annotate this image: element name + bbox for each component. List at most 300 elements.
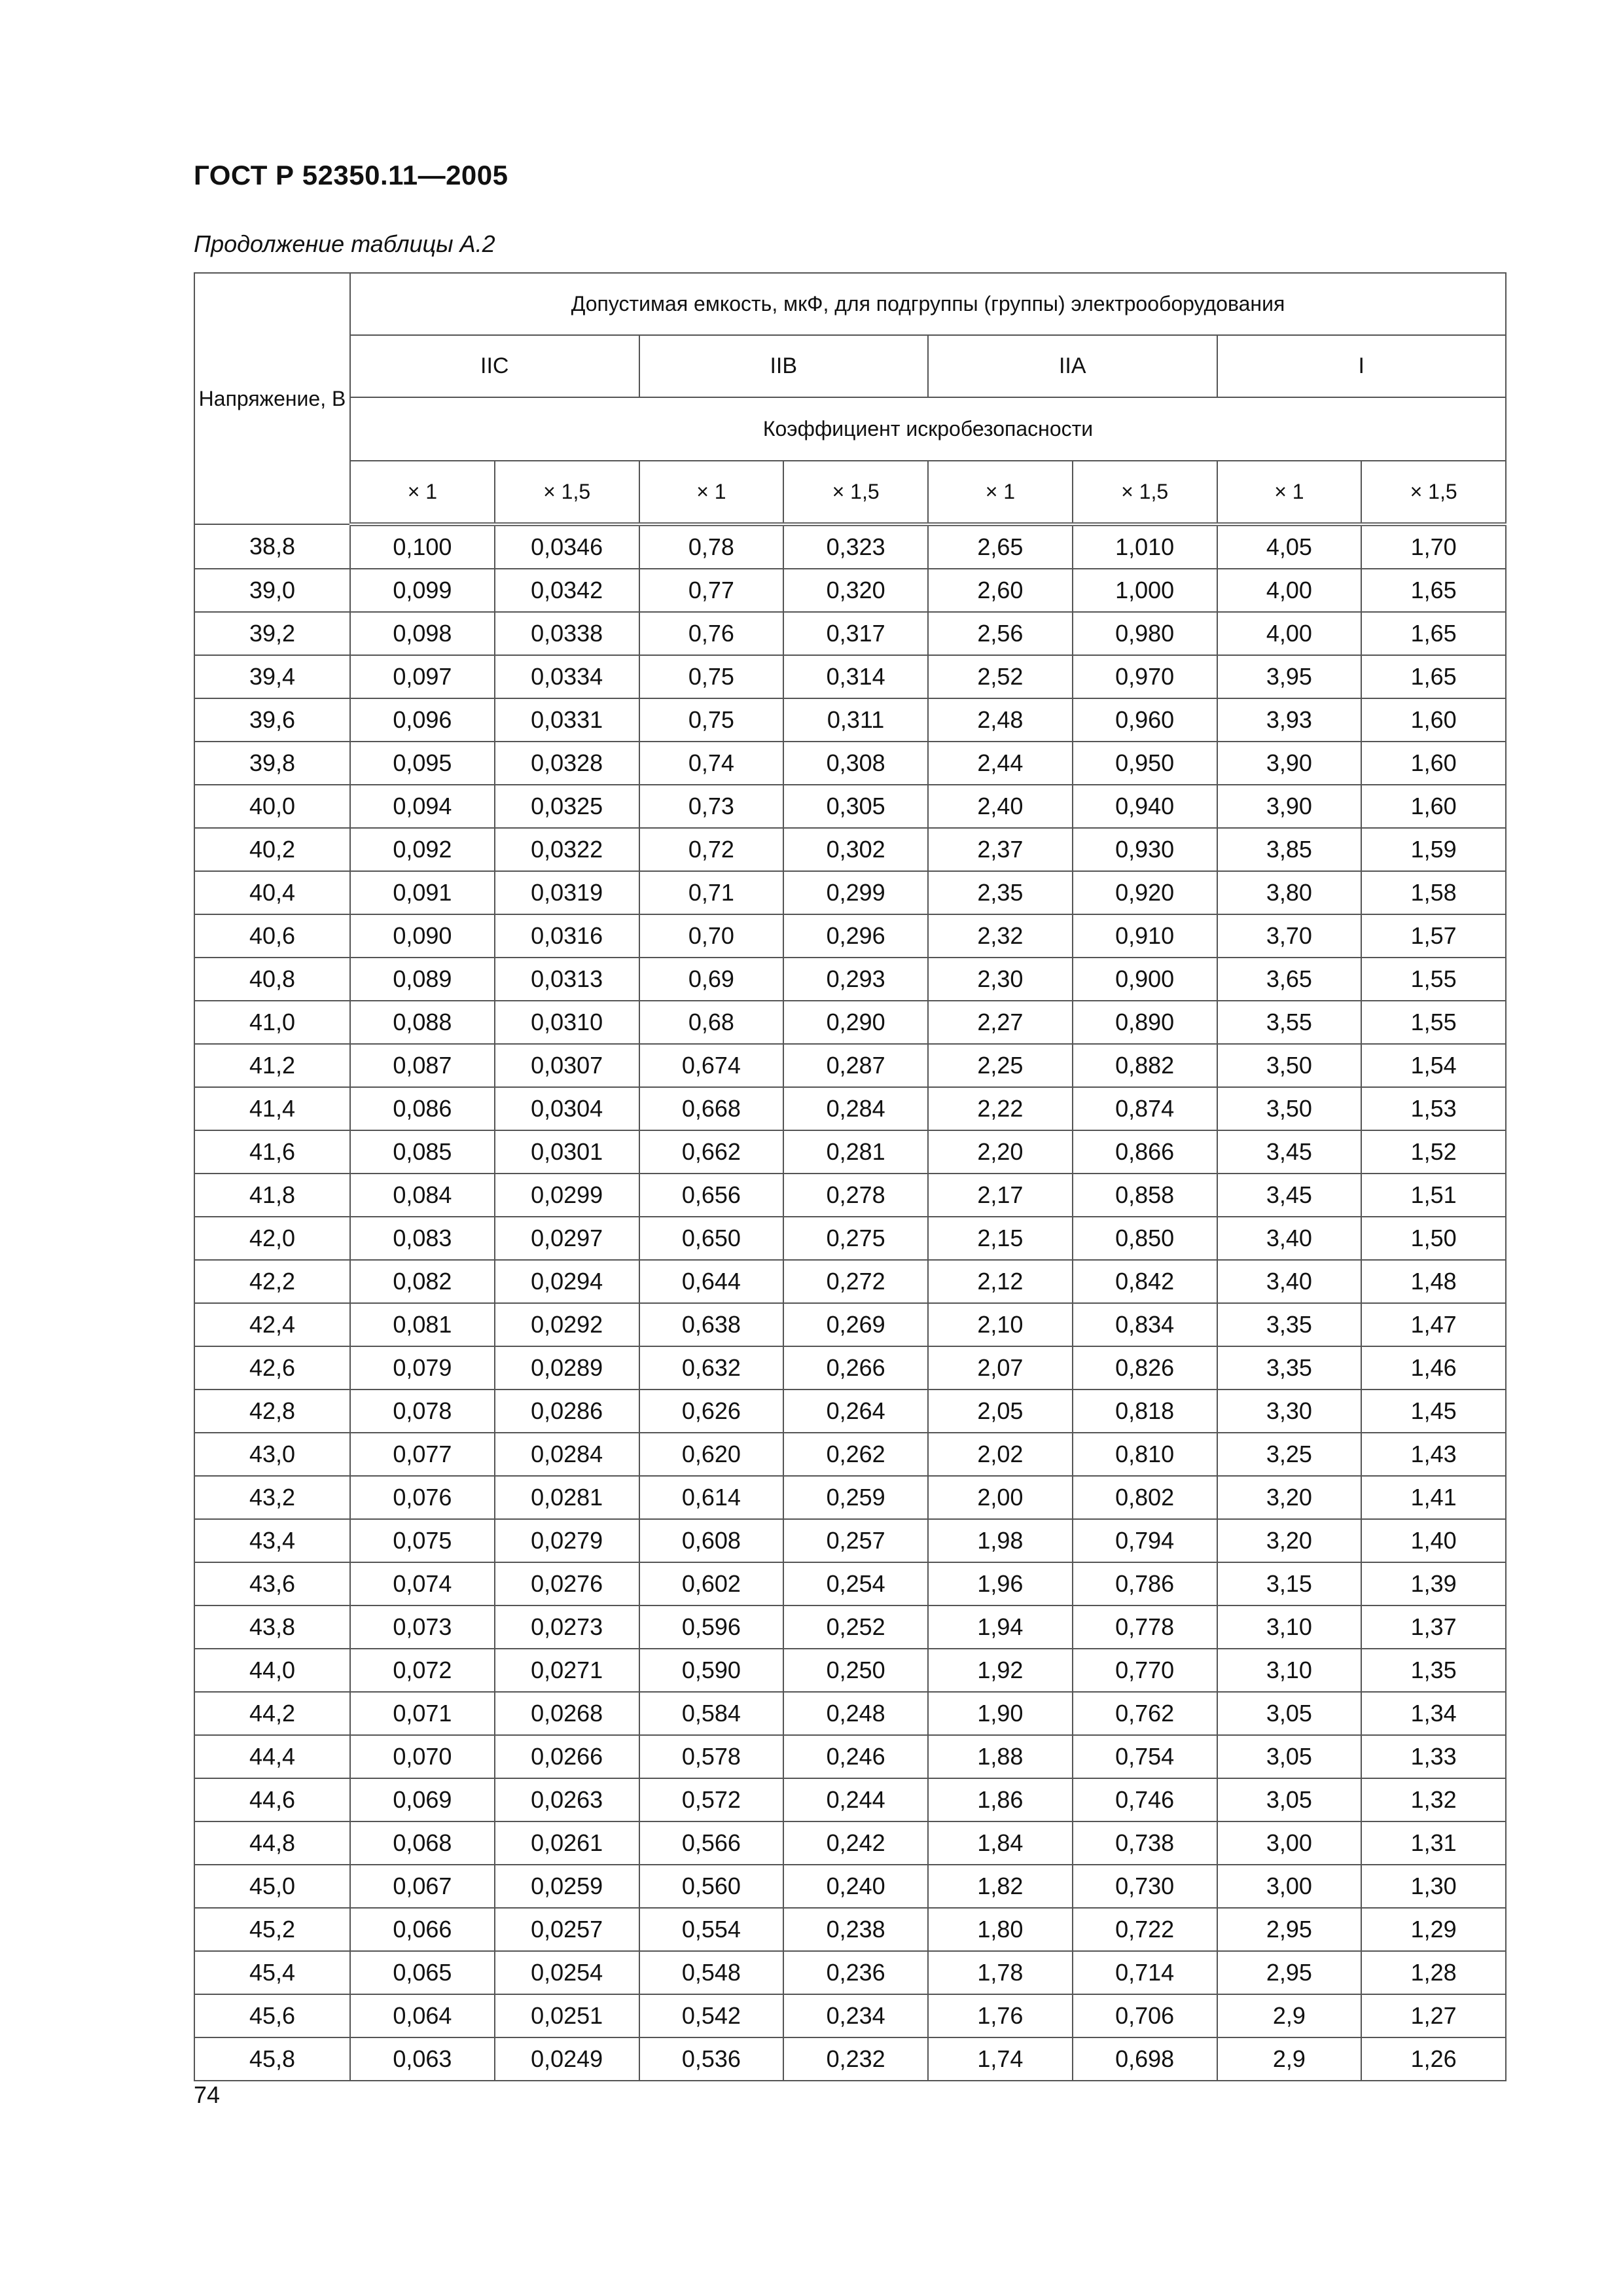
cell-iib-x15: 0,299 [783, 871, 928, 914]
cell-iic-x15: 0,0319 [495, 871, 639, 914]
cell-i-x1: 3,35 [1217, 1346, 1362, 1390]
header-factor: × 1,5 [495, 461, 639, 524]
cell-iib-x15: 0,234 [783, 1994, 928, 2037]
cell-iic-x1: 0,089 [350, 958, 495, 1001]
cell-iib-x1: 0,668 [639, 1087, 784, 1130]
cell-iib-x15: 0,293 [783, 958, 928, 1001]
table-row [194, 1994, 1506, 2037]
cell-iic-x1: 0,077 [350, 1433, 495, 1476]
cell-iib-x15: 0,314 [783, 655, 928, 698]
cell-i-x15: 1,60 [1361, 742, 1506, 785]
cell-iia-x15: 0,818 [1073, 1390, 1217, 1433]
cell-iic-x1: 0,064 [350, 1994, 495, 2037]
table-row [194, 1303, 1506, 1346]
cell-i-x15: 1,52 [1361, 1130, 1506, 1174]
cell-iib-x15: 0,296 [783, 914, 928, 958]
cell-iic-x1: 0,073 [350, 1605, 495, 1649]
cell-i-x1: 3,10 [1217, 1605, 1362, 1649]
cell-iic-x1: 0,100 [350, 524, 495, 569]
cell-iia-x15: 0,882 [1073, 1044, 1217, 1087]
cell-iib-x15: 0,284 [783, 1087, 928, 1130]
cell-i-x1: 3,45 [1217, 1130, 1362, 1174]
cell-iic-x1: 0,078 [350, 1390, 495, 1433]
cell-i-x1: 2,9 [1217, 1994, 1362, 2037]
cell-iic-x1: 0,096 [350, 698, 495, 742]
cell-iia-x15: 1,000 [1073, 569, 1217, 612]
cell-i-x1: 3,00 [1217, 1821, 1362, 1865]
cell-iib-x1: 0,73 [639, 785, 784, 828]
cell-iib-x15: 0,262 [783, 1433, 928, 1476]
cell-voltage: 42,6 [194, 1346, 350, 1390]
cell-iic-x15: 0,0338 [495, 612, 639, 655]
cell-i-x1: 3,90 [1217, 785, 1362, 828]
header-group-iic: IIC [350, 335, 639, 397]
cell-iib-x15: 0,266 [783, 1346, 928, 1390]
cell-iib-x1: 0,650 [639, 1217, 784, 1260]
cell-iib-x15: 0,308 [783, 742, 928, 785]
cell-iic-x1: 0,094 [350, 785, 495, 828]
cell-iic-x15: 0,0304 [495, 1087, 639, 1130]
header-factor: × 1 [350, 461, 495, 524]
cell-iia-x15: 0,900 [1073, 958, 1217, 1001]
cell-iic-x1: 0,069 [350, 1778, 495, 1821]
cell-i-x1: 3,55 [1217, 1001, 1362, 1044]
cell-i-x15: 1,41 [1361, 1476, 1506, 1519]
cell-iia-x1: 1,76 [928, 1994, 1073, 2037]
cell-iia-x15: 0,970 [1073, 655, 1217, 698]
document-title: ГОСТ Р 52350.11—2005 [194, 160, 508, 190]
cell-iic-x15: 0,0273 [495, 1605, 639, 1649]
cell-iic-x1: 0,082 [350, 1260, 495, 1303]
header-group-iia: IIA [928, 335, 1217, 397]
cell-i-x15: 1,57 [1361, 914, 1506, 958]
cell-i-x1: 3,80 [1217, 871, 1362, 914]
cell-i-x1: 3,30 [1217, 1390, 1362, 1433]
cell-iia-x1: 2,02 [928, 1433, 1073, 1476]
cell-iia-x15: 0,794 [1073, 1519, 1217, 1562]
table-row [194, 1951, 1506, 1994]
cell-iic-x15: 0,0259 [495, 1865, 639, 1908]
cell-voltage: 45,6 [194, 1994, 350, 2037]
cell-iib-x1: 0,620 [639, 1433, 784, 1476]
cell-iib-x1: 0,662 [639, 1130, 784, 1174]
cell-voltage: 40,4 [194, 871, 350, 914]
cell-i-x1: 4,00 [1217, 569, 1362, 612]
cell-i-x15: 1,33 [1361, 1735, 1506, 1778]
header-factor: × 1,5 [1361, 461, 1506, 524]
cell-iic-x15: 0,0271 [495, 1649, 639, 1692]
cell-i-x15: 1,55 [1361, 1001, 1506, 1044]
cell-i-x15: 1,48 [1361, 1260, 1506, 1303]
cell-iic-x15: 0,0297 [495, 1217, 639, 1260]
cell-iia-x1: 2,65 [928, 524, 1073, 569]
cell-i-x15: 1,58 [1361, 871, 1506, 914]
cell-iic-x15: 0,0325 [495, 785, 639, 828]
cell-i-x15: 1,53 [1361, 1087, 1506, 1130]
cell-iib-x1: 0,77 [639, 569, 784, 612]
cell-iic-x1: 0,074 [350, 1562, 495, 1605]
cell-iic-x15: 0,0268 [495, 1692, 639, 1735]
cell-iic-x1: 0,095 [350, 742, 495, 785]
cell-voltage: 43,6 [194, 1562, 350, 1605]
cell-iic-x1: 0,081 [350, 1303, 495, 1346]
cell-iic-x1: 0,083 [350, 1217, 495, 1260]
cell-iib-x15: 0,259 [783, 1476, 928, 1519]
cell-voltage: 42,8 [194, 1390, 350, 1433]
cell-i-x1: 3,40 [1217, 1260, 1362, 1303]
cell-iia-x1: 2,30 [928, 958, 1073, 1001]
cell-iia-x1: 1,78 [928, 1951, 1073, 1994]
table-row [194, 1778, 1506, 1821]
header-factor: × 1 [928, 461, 1073, 524]
cell-iia-x15: 0,826 [1073, 1346, 1217, 1390]
header-group-iib: IIB [639, 335, 929, 397]
cell-iia-x1: 2,27 [928, 1001, 1073, 1044]
cell-iia-x15: 0,960 [1073, 698, 1217, 742]
cell-voltage: 40,6 [194, 914, 350, 958]
cell-iia-x15: 0,706 [1073, 1994, 1217, 2037]
cell-iib-x15: 0,281 [783, 1130, 928, 1174]
cell-voltage: 43,4 [194, 1519, 350, 1562]
cell-i-x15: 1,31 [1361, 1821, 1506, 1865]
table-row [194, 1908, 1506, 1951]
cell-iia-x15: 0,980 [1073, 612, 1217, 655]
cell-voltage: 45,8 [194, 2037, 350, 2081]
table-row [194, 1087, 1506, 1130]
cell-voltage: 40,0 [194, 785, 350, 828]
cell-i-x1: 2,95 [1217, 1908, 1362, 1951]
cell-voltage: 39,4 [194, 655, 350, 698]
cell-iic-x1: 0,068 [350, 1821, 495, 1865]
cell-iic-x15: 0,0266 [495, 1735, 639, 1778]
cell-iia-x1: 2,44 [928, 742, 1073, 785]
cell-i-x15: 1,28 [1361, 1951, 1506, 1994]
cell-iib-x15: 0,311 [783, 698, 928, 742]
cell-i-x15: 1,65 [1361, 655, 1506, 698]
cell-iic-x1: 0,071 [350, 1692, 495, 1735]
cell-iic-x15: 0,0286 [495, 1390, 639, 1433]
cell-iib-x1: 0,584 [639, 1692, 784, 1735]
cell-i-x15: 1,43 [1361, 1433, 1506, 1476]
table-row [194, 2037, 1506, 2081]
cell-iic-x1: 0,099 [350, 569, 495, 612]
cell-iib-x15: 0,242 [783, 1821, 928, 1865]
cell-iic-x15: 0,0254 [495, 1951, 639, 1994]
cell-iic-x15: 0,0284 [495, 1433, 639, 1476]
cell-iib-x1: 0,72 [639, 828, 784, 871]
cell-iic-x15: 0,0331 [495, 698, 639, 742]
header-coefficient: Коэффициент искробезопасности [350, 397, 1506, 461]
cell-iia-x15: 0,842 [1073, 1260, 1217, 1303]
cell-voltage: 44,2 [194, 1692, 350, 1735]
cell-iic-x15: 0,0289 [495, 1346, 639, 1390]
table-row [194, 1821, 1506, 1865]
cell-iib-x15: 0,264 [783, 1390, 928, 1433]
cell-iia-x15: 0,890 [1073, 1001, 1217, 1044]
table-row [194, 1044, 1506, 1087]
cell-i-x15: 1,65 [1361, 612, 1506, 655]
cell-iia-x1: 2,37 [928, 828, 1073, 871]
cell-i-x15: 1,40 [1361, 1519, 1506, 1562]
cell-iia-x15: 0,940 [1073, 785, 1217, 828]
cell-voltage: 39,0 [194, 569, 350, 612]
cell-iia-x1: 2,15 [928, 1217, 1073, 1260]
cell-i-x15: 1,46 [1361, 1346, 1506, 1390]
cell-iib-x15: 0,275 [783, 1217, 928, 1260]
cell-iia-x15: 0,778 [1073, 1605, 1217, 1649]
cell-iia-x1: 2,35 [928, 871, 1073, 914]
cell-iib-x1: 0,75 [639, 698, 784, 742]
cell-i-x15: 1,65 [1361, 569, 1506, 612]
cell-iia-x15: 0,730 [1073, 1865, 1217, 1908]
table-row [194, 1174, 1506, 1217]
cell-iia-x15: 0,834 [1073, 1303, 1217, 1346]
cell-iia-x1: 1,82 [928, 1865, 1073, 1908]
cell-iic-x15: 0,0313 [495, 958, 639, 1001]
cell-iic-x15: 0,0251 [495, 1994, 639, 2037]
table-row [194, 871, 1506, 914]
cell-i-x15: 1,35 [1361, 1649, 1506, 1692]
cell-iic-x15: 0,0276 [495, 1562, 639, 1605]
header-group-i: I [1217, 335, 1507, 397]
table-row [194, 569, 1506, 612]
cell-iib-x15: 0,278 [783, 1174, 928, 1217]
header-capacitance: Допустимая емкость, мкФ, для подгруппы (группы) электрооборудования [350, 273, 1506, 335]
cell-iia-x15: 0,874 [1073, 1087, 1217, 1130]
cell-iia-x15: 0,950 [1073, 742, 1217, 785]
cell-iia-x1: 2,17 [928, 1174, 1073, 1217]
cell-iib-x1: 0,578 [639, 1735, 784, 1778]
table-row [194, 524, 1506, 569]
cell-iib-x1: 0,614 [639, 1476, 784, 1519]
cell-iib-x1: 0,548 [639, 1951, 784, 1994]
cell-i-x15: 1,26 [1361, 2037, 1506, 2081]
cell-iib-x1: 0,75 [639, 655, 784, 698]
cell-i-x15: 1,55 [1361, 958, 1506, 1001]
cell-i-x1: 3,70 [1217, 914, 1362, 958]
cell-iib-x15: 0,250 [783, 1649, 928, 1692]
table-row [194, 1001, 1506, 1044]
cell-i-x15: 1,30 [1361, 1865, 1506, 1908]
cell-iic-x1: 0,088 [350, 1001, 495, 1044]
cell-iib-x1: 0,632 [639, 1346, 784, 1390]
table-row [194, 1605, 1506, 1649]
cell-iia-x1: 2,10 [928, 1303, 1073, 1346]
cell-i-x1: 3,90 [1217, 742, 1362, 785]
cell-voltage: 42,2 [194, 1260, 350, 1303]
header-voltage: Напряжение, В [194, 273, 350, 524]
cell-iia-x1: 1,74 [928, 2037, 1073, 2081]
cell-iia-x1: 2,56 [928, 612, 1073, 655]
cell-i-x15: 1,29 [1361, 1908, 1506, 1951]
cell-iib-x1: 0,78 [639, 524, 784, 569]
cell-i-x1: 3,25 [1217, 1433, 1362, 1476]
cell-i-x1: 3,50 [1217, 1087, 1362, 1130]
cell-iib-x15: 0,317 [783, 612, 928, 655]
cell-iib-x1: 0,608 [639, 1519, 784, 1562]
cell-i-x15: 1,60 [1361, 785, 1506, 828]
cell-iib-x1: 0,68 [639, 1001, 784, 1044]
table-row [194, 785, 1506, 828]
cell-voltage: 41,4 [194, 1087, 350, 1130]
cell-voltage: 42,4 [194, 1303, 350, 1346]
cell-iic-x15: 0,0328 [495, 742, 639, 785]
cell-i-x15: 1,59 [1361, 828, 1506, 871]
cell-i-x1: 3,65 [1217, 958, 1362, 1001]
cell-iib-x15: 0,236 [783, 1951, 928, 1994]
cell-iia-x15: 1,010 [1073, 524, 1217, 569]
cell-iib-x1: 0,602 [639, 1562, 784, 1605]
cell-voltage: 45,4 [194, 1951, 350, 1994]
cell-iib-x1: 0,554 [639, 1908, 784, 1951]
cell-i-x1: 3,20 [1217, 1476, 1362, 1519]
cell-iib-x1: 0,74 [639, 742, 784, 785]
cell-iic-x1: 0,092 [350, 828, 495, 871]
cell-iib-x1: 0,542 [639, 1994, 784, 2037]
cell-i-x1: 3,20 [1217, 1519, 1362, 1562]
cell-iic-x1: 0,079 [350, 1346, 495, 1390]
cell-iia-x15: 0,762 [1073, 1692, 1217, 1735]
cell-iic-x15: 0,0263 [495, 1778, 639, 1821]
cell-voltage: 41,0 [194, 1001, 350, 1044]
cell-voltage: 43,8 [194, 1605, 350, 1649]
cell-iib-x15: 0,290 [783, 1001, 928, 1044]
table-row [194, 914, 1506, 958]
cell-voltage: 38,8 [194, 524, 350, 569]
cell-i-x15: 1,70 [1361, 524, 1506, 569]
cell-iib-x1: 0,590 [639, 1649, 784, 1692]
cell-iic-x1: 0,067 [350, 1865, 495, 1908]
cell-iib-x1: 0,656 [639, 1174, 784, 1217]
cell-i-x15: 1,60 [1361, 698, 1506, 742]
cell-voltage: 44,4 [194, 1735, 350, 1778]
cell-iib-x15: 0,240 [783, 1865, 928, 1908]
cell-iic-x15: 0,0292 [495, 1303, 639, 1346]
cell-iib-x1: 0,638 [639, 1303, 784, 1346]
cell-iic-x15: 0,0307 [495, 1044, 639, 1087]
cell-i-x1: 2,9 [1217, 2037, 1362, 2081]
cell-iia-x15: 0,858 [1073, 1174, 1217, 1217]
cell-iia-x1: 1,80 [928, 1908, 1073, 1951]
cell-iia-x1: 2,12 [928, 1260, 1073, 1303]
cell-iia-x15: 0,850 [1073, 1217, 1217, 1260]
cell-i-x15: 1,37 [1361, 1605, 1506, 1649]
cell-i-x1: 3,85 [1217, 828, 1362, 871]
cell-iia-x15: 0,810 [1073, 1433, 1217, 1476]
cell-iib-x15: 0,272 [783, 1260, 928, 1303]
cell-iic-x15: 0,0281 [495, 1476, 639, 1519]
cell-i-x1: 3,45 [1217, 1174, 1362, 1217]
cell-iic-x15: 0,0346 [495, 524, 639, 569]
table-row [194, 1390, 1506, 1433]
cell-iib-x1: 0,560 [639, 1865, 784, 1908]
cell-voltage: 39,8 [194, 742, 350, 785]
cell-i-x1: 4,05 [1217, 524, 1362, 569]
table-row [194, 1476, 1506, 1519]
table-row [194, 1217, 1506, 1260]
cell-iib-x1: 0,596 [639, 1605, 784, 1649]
cell-iia-x15: 0,738 [1073, 1821, 1217, 1865]
cell-iia-x1: 2,40 [928, 785, 1073, 828]
cell-iib-x15: 0,252 [783, 1605, 928, 1649]
cell-i-x15: 1,51 [1361, 1174, 1506, 1217]
cell-i-x1: 3,05 [1217, 1778, 1362, 1821]
cell-voltage: 44,8 [194, 1821, 350, 1865]
cell-iia-x1: 2,32 [928, 914, 1073, 958]
cell-iia-x1: 2,60 [928, 569, 1073, 612]
cell-iic-x15: 0,0294 [495, 1260, 639, 1303]
cell-i-x1: 3,15 [1217, 1562, 1362, 1605]
cell-iib-x1: 0,572 [639, 1778, 784, 1821]
cell-iia-x1: 1,90 [928, 1692, 1073, 1735]
header-factor: × 1 [1217, 461, 1362, 524]
cell-iia-x1: 2,07 [928, 1346, 1073, 1390]
table-row [194, 958, 1506, 1001]
cell-i-x1: 3,05 [1217, 1692, 1362, 1735]
cell-iia-x1: 1,88 [928, 1735, 1073, 1778]
cell-iic-x1: 0,063 [350, 2037, 495, 2081]
cell-voltage: 41,8 [194, 1174, 350, 1217]
cell-iic-x1: 0,087 [350, 1044, 495, 1087]
cell-iic-x1: 0,072 [350, 1649, 495, 1692]
cell-iia-x15: 0,746 [1073, 1778, 1217, 1821]
cell-iia-x15: 0,786 [1073, 1562, 1217, 1605]
cell-iic-x15: 0,0279 [495, 1519, 639, 1562]
cell-iia-x15: 0,770 [1073, 1649, 1217, 1692]
table-row [194, 1649, 1506, 1692]
cell-iib-x15: 0,246 [783, 1735, 928, 1778]
cell-iia-x1: 2,25 [928, 1044, 1073, 1087]
cell-iia-x1: 1,86 [928, 1778, 1073, 1821]
cell-iia-x15: 0,920 [1073, 871, 1217, 914]
cell-i-x15: 1,45 [1361, 1390, 1506, 1433]
cell-iib-x15: 0,302 [783, 828, 928, 871]
cell-iib-x1: 0,674 [639, 1044, 784, 1087]
cell-iic-x15: 0,0257 [495, 1908, 639, 1951]
capacitance-table [194, 272, 1507, 2081]
cell-iia-x15: 0,698 [1073, 2037, 1217, 2081]
cell-iic-x1: 0,091 [350, 871, 495, 914]
table-row [194, 655, 1506, 698]
cell-voltage: 39,6 [194, 698, 350, 742]
cell-iia-x15: 0,754 [1073, 1735, 1217, 1778]
cell-iic-x15: 0,0334 [495, 655, 639, 698]
cell-iib-x15: 0,254 [783, 1562, 928, 1605]
cell-iic-x15: 0,0249 [495, 2037, 639, 2081]
cell-voltage: 44,6 [194, 1778, 350, 1821]
cell-i-x1: 3,50 [1217, 1044, 1362, 1087]
table-caption: Продолжение таблицы А.2 [194, 230, 495, 257]
cell-iib-x15: 0,305 [783, 785, 928, 828]
table-row [194, 828, 1506, 871]
cell-iic-x1: 0,070 [350, 1735, 495, 1778]
cell-iic-x1: 0,085 [350, 1130, 495, 1174]
cell-i-x15: 1,39 [1361, 1562, 1506, 1605]
cell-iic-x1: 0,097 [350, 655, 495, 698]
cell-iic-x1: 0,066 [350, 1908, 495, 1951]
cell-i-x1: 2,95 [1217, 1951, 1362, 1994]
cell-voltage: 41,2 [194, 1044, 350, 1087]
cell-iic-x15: 0,0299 [495, 1174, 639, 1217]
table-row [194, 1519, 1506, 1562]
cell-iic-x1: 0,084 [350, 1174, 495, 1217]
cell-iib-x1: 0,76 [639, 612, 784, 655]
cell-iic-x1: 0,090 [350, 914, 495, 958]
cell-iib-x1: 0,69 [639, 958, 784, 1001]
cell-voltage: 43,0 [194, 1433, 350, 1476]
cell-voltage: 39,2 [194, 612, 350, 655]
cell-iib-x15: 0,287 [783, 1044, 928, 1087]
